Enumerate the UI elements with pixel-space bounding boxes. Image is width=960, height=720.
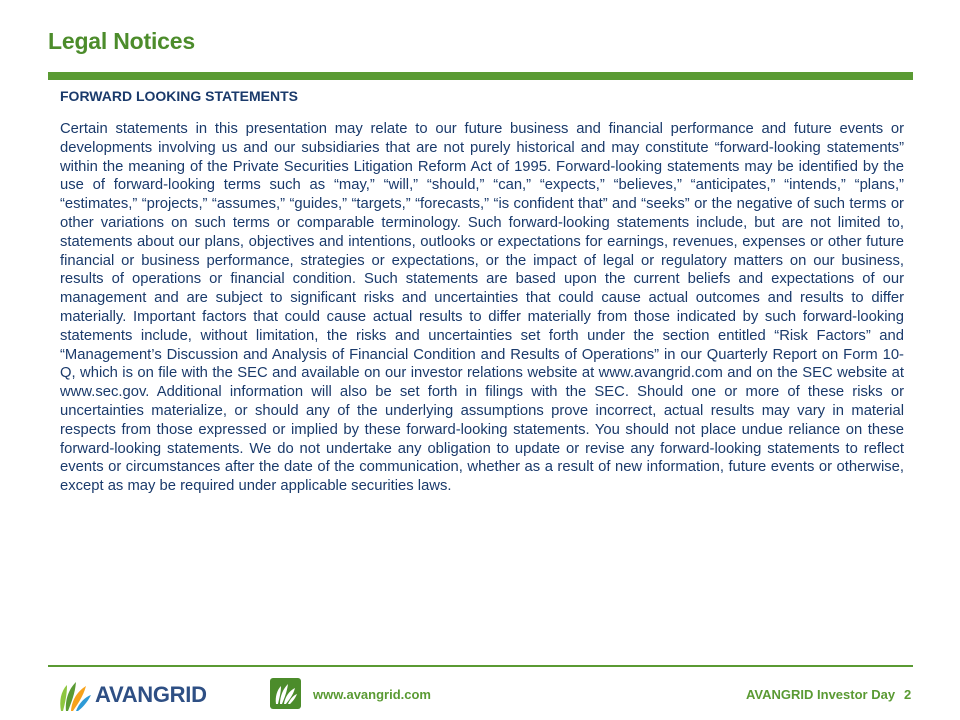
event-name: AVANGRID Investor Day: [746, 687, 896, 702]
avangrid-logo: [57, 677, 207, 713]
logo-wordmark: AVANGRID: [95, 682, 207, 707]
legal-notice-content: [60, 87, 904, 496]
website-link[interactable]: www.avangrid.com: [313, 687, 431, 702]
footer-divider: [48, 665, 913, 667]
avangrid-leaf-logo-icon: [57, 677, 93, 713]
avangrid-leaf-badge-icon: [270, 678, 301, 709]
title-divider: [48, 72, 913, 80]
section-heading: FORWARD LOOKING STATEMENTS: [60, 88, 298, 104]
leaf-badge: [270, 678, 301, 709]
page-number: 2: [904, 687, 912, 702]
slide-title: Legal Notices: [48, 28, 195, 54]
forward-looking-statement-text: Certain statements in this presentation may relate to our future business and financial performance and future events or developments involving us and our subsidiaries that are not purely historical and may constitute “forward-looking statements” within the meaning of the Private Securities Litigation Reform Act of 1995. Forward-looking statements may be identified by the use of forward-looking terms such as “may,” “will,” “should,” “can,” “expects,” “believes,” “anticipates,” “intends,” “plans,” “estimates,” “projects,” “assumes,” “guides,” “targets,” “forecasts,” “is confident that” and “seeks” or the negative of such terms or other variations on such terms or comparable terminology. Such forward-looking statements include, but are not limited to, statements about our plans, objectives and intentions, outlooks or expectations for earnings, revenues, expenses or other future financial or business performance, strategies or expectations, or the impact of legal or regulatory matters on our business, results of operations or financial condition. Such statements are based upon the current beliefs and expectations of our management and are subject to significant risks and uncertainties that could cause actual outcomes and results to differ materially. Important factors that could cause actual results to differ materially from those indicated by such forward-looking statements include, without limitation, the risks and uncertainties set forth under the section entitled “Risk Factors” and “Management’s Discussion and Analysis of Financial Condition and Results of Operations” in our Quarterly Report on Form 10-Q, which is on file with the SEC and available on our investor relations website at www.avangrid.com and on the SEC website at www.sec.gov. Additional information will also be set forth in filings with the SEC. Should one or more of these risks or uncertainties materialize, or should any of the underlying assumptions prove incorrect, actual results may vary in material respects from those expressed or implied by these forward-looking statements. You should not place undue reliance on these forward-looking statements. We do not undertake any obligation to update or revise any forward-looking statements to reflect events or circumstances after the date of the communication, whether as a result of new information, future events or otherwise, except as may be required under applicable securities laws.: [60, 121, 904, 495]
